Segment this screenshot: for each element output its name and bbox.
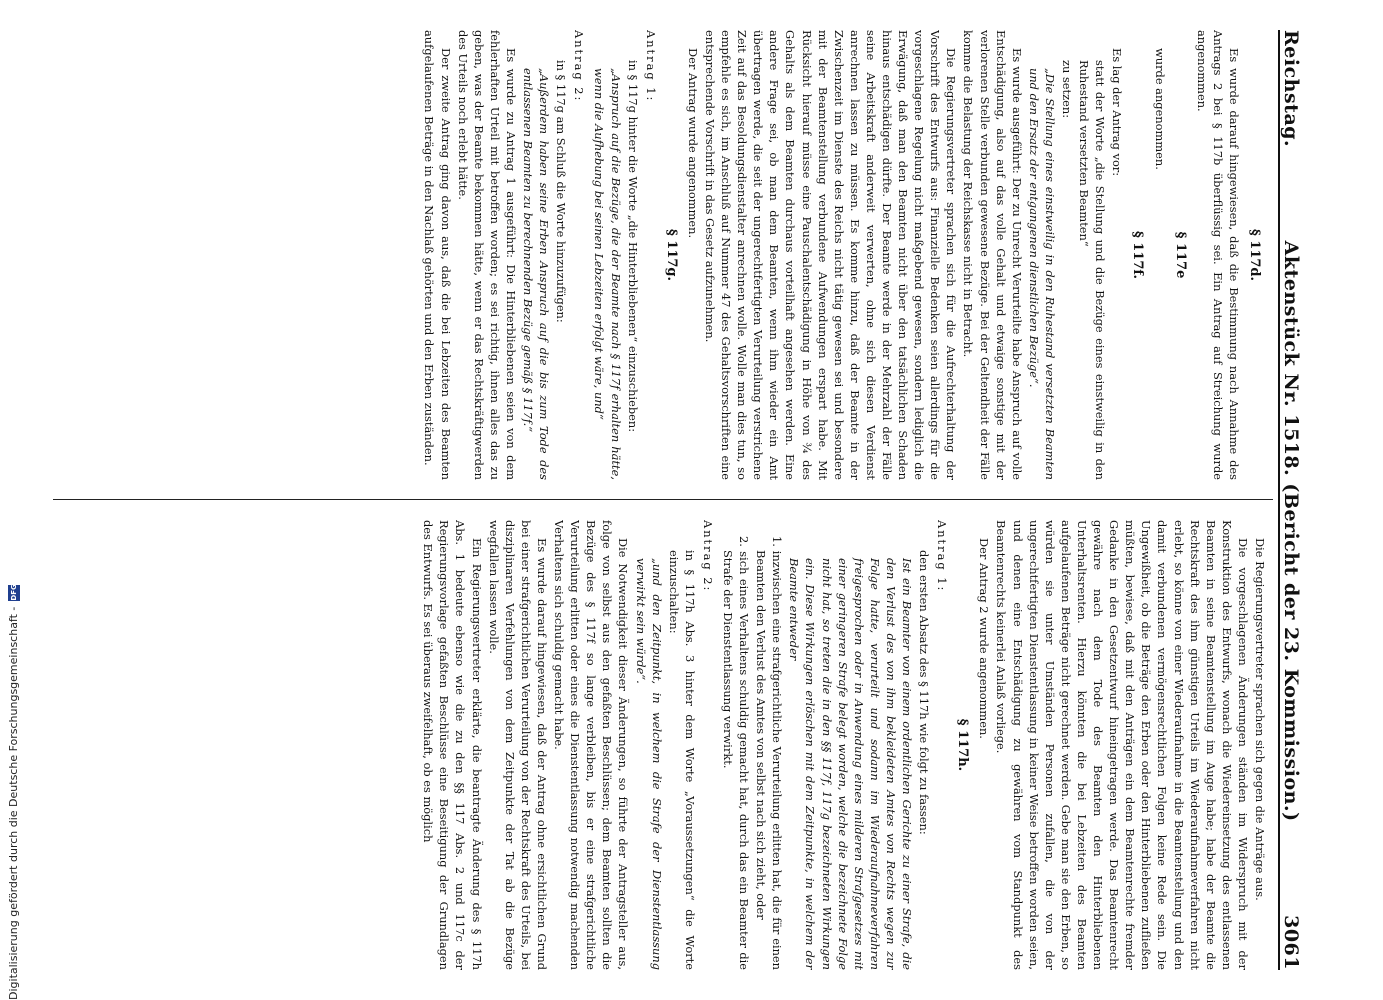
section-heading: § 117e bbox=[1172, 231, 1188, 279]
section-heading: § 117g. bbox=[663, 228, 679, 282]
right-column bbox=[58, 520, 1268, 970]
antrag-label: Antrag 2: bbox=[572, 30, 587, 103]
column-divider bbox=[53, 499, 1273, 500]
paragraph: den ersten Absatz des § 117h wie folgt zu fassen: bbox=[917, 550, 932, 835]
paragraph: zu setzen: bbox=[1060, 60, 1075, 119]
paragraph: Der zweite Antrag ging davon aus, daß die bei Lebzeiten des Beamten aufgelaufenen Beträge in den Nachlaß gehörten und den Erben zuständen. bbox=[422, 30, 453, 480]
paragraph: Die Regierungsvertreter sprachen sich gegen die Anträge aus. bbox=[1253, 538, 1267, 901]
antrag-label: Antrag 2: bbox=[700, 520, 715, 593]
quote: „und den Zeitpunkt, in welchem die Strafe der Dienstentlassung verwirkt sein würde“. bbox=[633, 558, 664, 970]
digitization-footer bbox=[0, 0, 40, 1000]
footer-text-wrap bbox=[7, 585, 20, 1000]
header-center bbox=[1280, 147, 1302, 915]
quote: „Anspruch auf die Bezüge, die der Beamte nach § 117f erhalten hätte, wenn die Aufhebung bei seinen Lebzeiten erfolgt wäre, und“ bbox=[592, 68, 623, 480]
footer-text: Digitalisierung gefördert durch die Deutsche Forschungsgemeinschaft - bbox=[7, 606, 20, 1000]
left-column bbox=[58, 30, 1268, 480]
list-item: 2. sich eines Verhaltens schuldig gemacht hat, durch das ein Beamter die Strafe der Dienstentlassung verwirkt. bbox=[721, 536, 752, 970]
section-heading: § 117f. bbox=[1130, 230, 1146, 280]
header-left: Reichstag. bbox=[1280, 30, 1302, 148]
document-page bbox=[18, 0, 1318, 1000]
paragraph: statt der Worte „die Stellung und die Bezüge eines einstweilig in den Ruhestand versetzten Beamten“ bbox=[1077, 60, 1108, 480]
paragraph: Es lag der Antrag vor: bbox=[1110, 48, 1125, 177]
section-heading: § 117d. bbox=[1247, 228, 1262, 282]
paragraph: Die vorgeschlagenen Änderungen ständen im Widerspruch mit der Konstruktion des Entwurfs, wonach die Wiedereinsetzung des entlassenen Beamten in seine Beamtenstellung im Auge habe; habe der Beamte die Rechtskraft des ihm günstigen Urteils im Wiederaufnahmeverfahren nicht erlebt, so könne von einer Wiederaufnahme in die Beamtenstellung und den damit verbundenen vermögensrechtlichen Folgen keine Rede sein. Die Ungewißheit, ob die Beträge den Erben oder den Hinterbliebenen zufließen müßten, bewiese, daß mit den Anträgen ein dem Beamtenrechte fremder Gedanke in den Gesetzentwurf hineingetragen werde. Das Beamtenrecht gewähre nach dem Tode des Beamten den Hinterbliebenen Unterhaltsrenten. Hierzu könnten die bei Lebzeiten des Beamten aufgelaufenen Beträge nicht gerechnet werden. Gebe man sie den Erben, so würden sie unter Umständen Personen zufallen, die von der ungerechtfertigten Dienstentlassung in keiner Weise betroffen worden seien, und denen eine Entschädigung zu gewähren vom Standpunkt des Beamtenrechts keinerlei Anlaß vorliege. bbox=[994, 520, 1250, 970]
paragraph: Es wurde ausgeführt: Der zu Unrecht Verurteilte habe Anspruch auf volle Entschädigung, also auf das volle Gehalt und etwaige sonstige mit der verlorenen Stelle verbunden gewesene Bezüge. Bei der Geltendheit der Fälle komme die Belastung der Reichskasse nicht in Betracht. bbox=[961, 30, 1024, 480]
paragraph: in § 117g hinter die Worte „die Hinterbliebenen“ einzuschieben: bbox=[625, 60, 640, 433]
paragraph: Der Antrag wurde angenommen. bbox=[685, 48, 700, 239]
paragraph: in § 117h Abs. 3 hinter dem Worte „Voraussetzungen“ die Worte einzuschalten: bbox=[666, 550, 697, 970]
page-header bbox=[1278, 30, 1310, 970]
antrag-label: Antrag 1: bbox=[643, 30, 658, 103]
quote: „Außerdem haben seine Erben Anspruch auf die bis zum Tode des entlassenen Beamten zu berechnenden Bezüge gemäß § 117f.“ bbox=[521, 68, 552, 480]
paragraph: Ein Regierungsvertreter erklärte, die beantragte Änderung des § 117h Abs. 1 bedeute ebenso wie die zu den §§ 117 Abs. 2 und 117c der Regierungsvorlage gefaßten Beschlüsse eine Beseitigung der Grundlagen des Entwurfs. Es sei überaus zweifelhaft, ob es möglich bbox=[421, 520, 484, 970]
antrag-label: Antrag 1: bbox=[935, 520, 950, 593]
quote: „Die Stellung eines einstweilig in den Ruhestand versetzten Beamten und den Ersatz der entgangenen dienstlichen Bezüge“. bbox=[1026, 68, 1057, 480]
paragraph: wurde angenommen. bbox=[1152, 48, 1167, 170]
list-item: 1. inzwischen eine strafgerichtliche Verurteilung erlitten hat, die für einen Beamten den Verlust des Amtes von selbst nach sich zieht, oder bbox=[754, 536, 785, 970]
section-heading: § 117h. bbox=[955, 718, 971, 772]
paragraph: Der Antrag 2 wurde angenommen. bbox=[977, 538, 992, 739]
paragraph: Die Notwendigkeit dieser Änderungen, so führte der Antragsteller aus, folge von selbst aus den gefaßten Beschlüssen; dem Beamten sollten die Bezüge des § 117f so lange verbleiben, bis er eine strafgerichtliche Verurteilung erlitten oder eines die Dienstentlassung notwendig machenden Verhaltens sich schuldig gemacht habe. bbox=[552, 520, 631, 970]
paragraph: Es wurde zu Antrag 1 ausgeführt: Die Hinterbliebenen seien von dem fehlerhaften Urteil mit betroffen worden; es sei richtig, ihnen alles das zu geben, was der Beamte bekommen hätte, wenn er das Rechtskräftigwerden des Urteils noch erlebt hätte. bbox=[455, 30, 518, 480]
header-title: Aktenstück Nr. 1518. bbox=[1280, 240, 1302, 477]
dfg-logo: DFG bbox=[9, 584, 18, 601]
quote: Ist ein Beamter von einem ordentlichen Gerichte zu einer Strafe, die den Verlust des von ihm bekleideten Amtes von Rechts wegen zur Folge hatte, verurteilt und sodann im Wiederaufnahmeverfahren freigesprochen oder in Anwendung eines milderen Strafgesetzes mit einer geringeren Strafe belegt worden, welche die bezeichnete Folge nicht hat, so treten die in den §§ 117f, 117g bezeichneten Wirkungen ein. Diese Wirkungen erlöschen mit dem Zeitpunkte, in welchem der Beamte entweder bbox=[787, 558, 915, 970]
paragraph: Es wurde darauf hingewiesen, daß der Antrag ohne ersichtlichen Grund bei einer strafgerichtlichen Verurteilung von der Rechtskraft des Urteils, bei disziplinaren Verfehlungen von dem Zeitpunkte der Tat ab die Bezüge wegfallen lassen wolle. bbox=[486, 520, 549, 970]
paragraph: in § 117g am Schluß die Worte hinzuzufügen: bbox=[554, 60, 569, 323]
page-number: 3061 bbox=[1280, 915, 1302, 970]
paragraph: Es wurde darauf hingewiesen, daß die Bestimmung nach Annahme des Antrags 2 bei § 117b überflüssig sei. Ein Antrag auf Streichung wurde angenommen. bbox=[1194, 30, 1241, 480]
header-subtitle: (Bericht der 23. Kommission.) bbox=[1280, 483, 1302, 822]
paragraph: Die Regierungsvertreter sprachen sich für die Aufrechterhaltung der Vorschrift des Entwurfs aus: Finanzielle Bedenken seien allerdings für die vorgeschlagene Regelung nicht maßgebend gewesen, sondern lediglich die Erwägung, daß man den Beamten nicht über den tatsächlichen Schaden hinaus entschädigen dürfte. Der Beamte werde in der Mehrzahl der Fälle seine Arbeitskraft anderweit verwerten, ohne sich diesen Verdienst anrechnen lassen zu müssen. Es komme hinzu, daß der Beamte in der Zwischenzeit im Dienste des Reichs nicht tätig gewesen sei und besondere mit der Beamtenstellung verbundene Aufwendungen erspart habe. Mit Rücksicht hierauf müsse eine Pauschalentschädigung in Höhe von ¾ des Gehalts als dem Beamten durchaus vorteilhaft angesehen werden. Eine andere Frage sei, ob man dem Beamten, wenn ihm wieder ein Amt übertragen werde, die seit der ungerechtfertigten Verurteilung verstrichene Zeit auf das Besoldungsdienstalter anrechnen wolle. Wolle man dies tun, so empfehle es sich, im Anschluß auf Nummer 47 des Gehaltsvorschriften eine entsprechende Vorschrift in das Gesetz aufzunehmen. bbox=[703, 30, 959, 480]
